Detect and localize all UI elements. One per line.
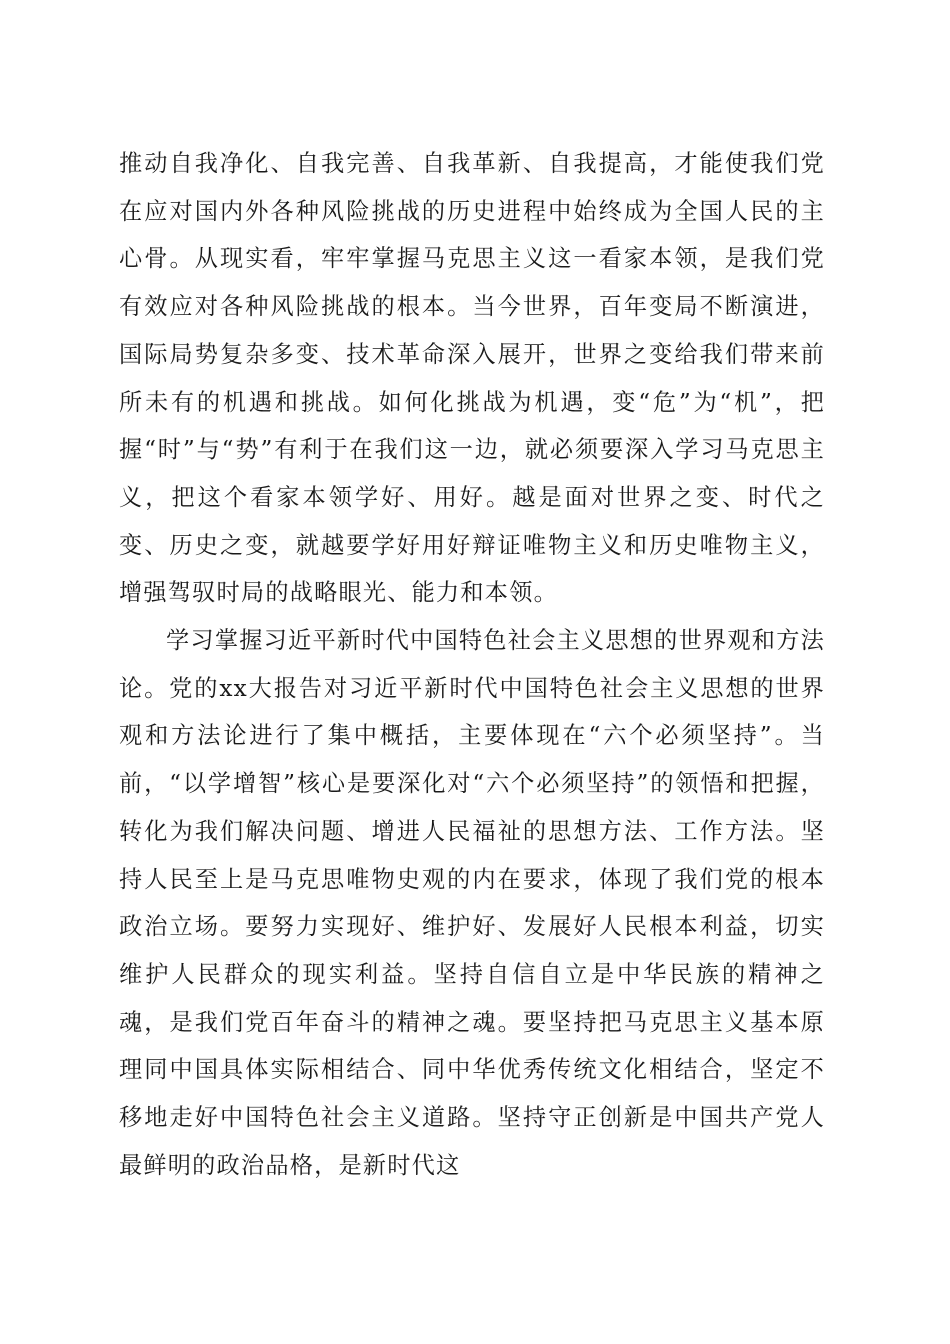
paragraph-worldview-methodology: 学习掌握习近平新时代中国特色社会主义思想的世界观和方法论。党的xx大报告对习近平新时代中国特色社会主义思想的世界观和方法论进行了集中概括，主要体现在“六个必须坚持”。当前，“以学增智”核心是要深化对“六个必须坚持”的领悟和把握，转化为我们解决问题、增进人民福祉的思想方法、工作方法。坚持人民至上是马克思唯物史观的内在要求，体现了我们党的根本政治立场。要努力实现好、维护好、发展好人民根本利益，切实维护人民群众的现实利益。坚持自信自立是中华民族的精神之魂，是我们党百年奋斗的精神之魂。要坚持把马克思主义基本原理同中国具体实际相结合、同中华优秀传统文化相结合，坚定不移地走好中国特色社会主义道路。坚持守正创新是中国共产党人最鲜明的政治品格，是新时代这 [119, 627, 825, 1179]
paragraph-continued: 推动自我净化、自我完善、自我革新、自我提高，才能使我们党在应对国内外各种风险挑战的历史进程中始终成为全国人民的主心骨。从现实看，牢牢掌握马克思主义这一看家本领，是我们党有效应对各种风险挑战的根本。当今世界，百年变局不断演进，国际局势复杂多变、技术革命深入展开，世界之变给我们带来前所未有的机遇和挑战。如何化挑战为机遇，变“危”为“机”，把握“时”与“势”有利于在我们这一边，就必须要深入学习马克思主义，把这个看家本领学好、用好。越是面对世界之变、时代之变、历史之变，就越要学好用好辩证唯物主义和历史唯物主义，增强驾驭时局的战略眼光、能力和本领。 [119, 150, 825, 607]
document-body [119, 140, 825, 1189]
